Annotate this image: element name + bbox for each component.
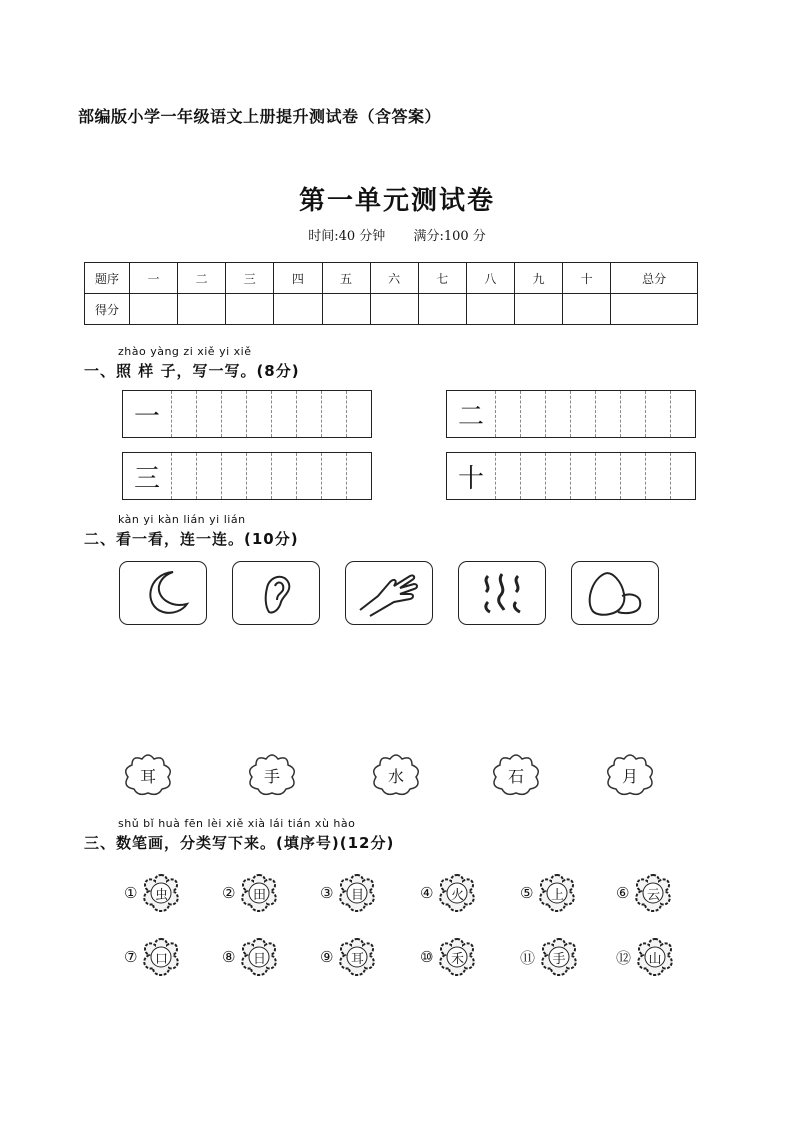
grid-cell[interactable] [171, 453, 196, 499]
item-char: 口 [154, 951, 168, 967]
flower-badge [537, 937, 581, 977]
grid-cell[interactable] [296, 391, 321, 437]
score-cell: 五 [322, 263, 370, 294]
stroke-item [222, 873, 281, 913]
time-limit: 时间:40 分钟 [308, 229, 386, 244]
score-cell: 三 [226, 263, 274, 294]
document-header: 部编版小学一年级语文上册提升测试卷（含答案） [78, 107, 442, 126]
score-table-score-row [85, 294, 698, 325]
flower-badge [139, 937, 183, 977]
grid-cell[interactable] [321, 391, 346, 437]
stroke-item [320, 937, 379, 977]
test-meta [0, 225, 794, 244]
grid-cell[interactable] [620, 453, 645, 499]
stroke-item [520, 937, 581, 977]
flower-char: 耳 [139, 766, 156, 786]
stroke-item [320, 873, 379, 913]
grid-cell[interactable] [570, 391, 595, 437]
item-char: 火 [450, 887, 464, 903]
score-input-cell[interactable] [563, 294, 611, 325]
flower-char: 水 [387, 766, 404, 786]
score-input-cell[interactable] [515, 294, 563, 325]
score-cell: 一 [130, 263, 178, 294]
grid-cell[interactable] [545, 453, 570, 499]
stroke-item [616, 873, 675, 913]
stroke-item [420, 873, 479, 913]
score-input-cell[interactable] [274, 294, 322, 325]
stroke-item [616, 937, 677, 977]
item-number: ⑥ [616, 884, 630, 902]
score-input-cell[interactable] [611, 294, 698, 325]
item-char: 手 [552, 951, 566, 967]
grid-cell[interactable] [271, 453, 296, 499]
flower-badge [139, 873, 183, 913]
score-cell: 六 [370, 263, 418, 294]
stroke-item [520, 873, 579, 913]
section2-heading: 二、看一看，连一连。(10分) [84, 530, 299, 548]
score-table-header-row [85, 263, 698, 294]
flower-badge [633, 937, 677, 977]
stroke-item [420, 937, 479, 977]
score-input-cell[interactable] [178, 294, 226, 325]
stroke-item [124, 873, 183, 913]
writing-grid[interactable] [122, 390, 372, 438]
item-number: ⑩ [420, 948, 434, 966]
writing-grid[interactable] [446, 390, 696, 438]
item-number: ② [222, 884, 236, 902]
grid-cell[interactable] [196, 391, 221, 437]
grid-cell[interactable] [346, 453, 371, 499]
item-char: 山 [648, 951, 662, 967]
score-cell: 八 [466, 263, 514, 294]
score-input-cell[interactable] [466, 294, 514, 325]
item-number: ④ [420, 884, 434, 902]
item-number: ⑧ [222, 948, 236, 966]
page-title: 第一单元测试卷 [298, 186, 495, 216]
score-input-cell[interactable] [370, 294, 418, 325]
ear-icon[interactable] [232, 561, 320, 625]
item-number: ① [124, 884, 138, 902]
item-char: 田 [252, 887, 266, 903]
grid-cell[interactable] [296, 453, 321, 499]
item-char: 日 [252, 951, 266, 967]
flower-card[interactable] [600, 753, 660, 797]
moon-icon[interactable] [119, 561, 207, 625]
grid-example-char: 十 [457, 463, 484, 494]
score-input-cell[interactable] [130, 294, 178, 325]
flower-badge [435, 873, 479, 913]
score-cell: 九 [515, 263, 563, 294]
item-char: 虫 [154, 887, 168, 903]
score-table [84, 262, 698, 325]
grid-cell[interactable] [670, 391, 695, 437]
flower-badge [535, 873, 579, 913]
stroke-item [222, 937, 281, 977]
grid-cell[interactable] [495, 391, 520, 437]
item-number: ③ [320, 884, 334, 902]
flower-badge [237, 937, 281, 977]
grid-example-char: 一 [133, 401, 160, 432]
grid-cell[interactable] [595, 391, 620, 437]
grid-cell[interactable] [520, 453, 545, 499]
water-icon[interactable] [458, 561, 546, 625]
grid-cell[interactable] [246, 391, 271, 437]
writing-grid[interactable] [122, 452, 372, 500]
score-cell: 二 [178, 263, 226, 294]
grid-cell[interactable] [196, 453, 221, 499]
grid-cell[interactable] [495, 453, 520, 499]
grid-cell[interactable] [545, 391, 570, 437]
score-input-cell[interactable] [418, 294, 466, 325]
section1-pinyin: zhào yàng zi xiě yi xiě [118, 345, 252, 358]
flower-char: 月 [621, 766, 638, 786]
flower-badge [631, 873, 675, 913]
flower-badge [335, 937, 379, 977]
flower-badge [237, 873, 281, 913]
item-number: ⑨ [320, 948, 334, 966]
grid-cell[interactable] [620, 391, 645, 437]
grid-cell[interactable] [221, 391, 246, 437]
flower-card[interactable] [118, 753, 178, 797]
grid-cell[interactable] [271, 391, 296, 437]
item-number: ⑤ [520, 884, 534, 902]
score-cell: 总分 [611, 263, 698, 294]
flower-card[interactable] [242, 753, 302, 797]
full-score: 满分:100 分 [413, 229, 486, 244]
section3-pinyin: shǔ bǐ huà fēn lèi xiě xià lái tián xù hào [118, 817, 356, 830]
item-char: 上 [550, 887, 564, 903]
score-cell: 十 [563, 263, 611, 294]
section2-pinyin: kàn yi kàn lián yi lián [118, 513, 246, 526]
score-cell: 四 [274, 263, 322, 294]
grid-example-char: 二 [457, 401, 484, 432]
grid-cell[interactable] [670, 453, 695, 499]
item-char: 耳 [350, 951, 364, 967]
flower-char: 手 [263, 766, 280, 786]
stroke-item [124, 937, 183, 977]
grid-cell[interactable] [246, 453, 271, 499]
grid-cell[interactable] [645, 391, 670, 437]
item-number: ⑦ [124, 948, 138, 966]
score-input-cell[interactable] [322, 294, 370, 325]
item-char: 云 [646, 887, 660, 903]
grid-cell[interactable] [520, 391, 545, 437]
flower-card[interactable] [486, 753, 546, 797]
score-input-cell[interactable] [226, 294, 274, 325]
hand-icon[interactable] [345, 561, 433, 625]
grid-cell[interactable] [645, 453, 670, 499]
grid-cell[interactable] [595, 453, 620, 499]
score-cell: 七 [418, 263, 466, 294]
writing-grid[interactable] [446, 452, 696, 500]
grid-cell[interactable] [321, 453, 346, 499]
score-cell: 题序 [85, 263, 130, 294]
grid-cell[interactable] [221, 453, 246, 499]
grid-example-char: 三 [133, 463, 160, 494]
flower-badge [335, 873, 379, 913]
flower-char: 石 [507, 766, 524, 786]
item-char: 目 [350, 887, 364, 903]
stone-icon[interactable] [571, 561, 659, 625]
grid-cell[interactable] [570, 453, 595, 499]
item-number: ⑫ [616, 948, 632, 967]
section3-heading: 三、数笔画，分类写下来。(填序号)(12分) [84, 834, 395, 852]
grid-cell[interactable] [171, 391, 196, 437]
grid-cell[interactable] [346, 391, 371, 437]
flower-badge [435, 937, 479, 977]
section1-heading: 一、照 样 子，写一写。(8分) [84, 362, 300, 380]
flower-card[interactable] [366, 753, 426, 797]
item-char: 禾 [450, 951, 464, 967]
item-number: ⑪ [520, 948, 536, 967]
score-row-label: 得分 [85, 294, 130, 325]
